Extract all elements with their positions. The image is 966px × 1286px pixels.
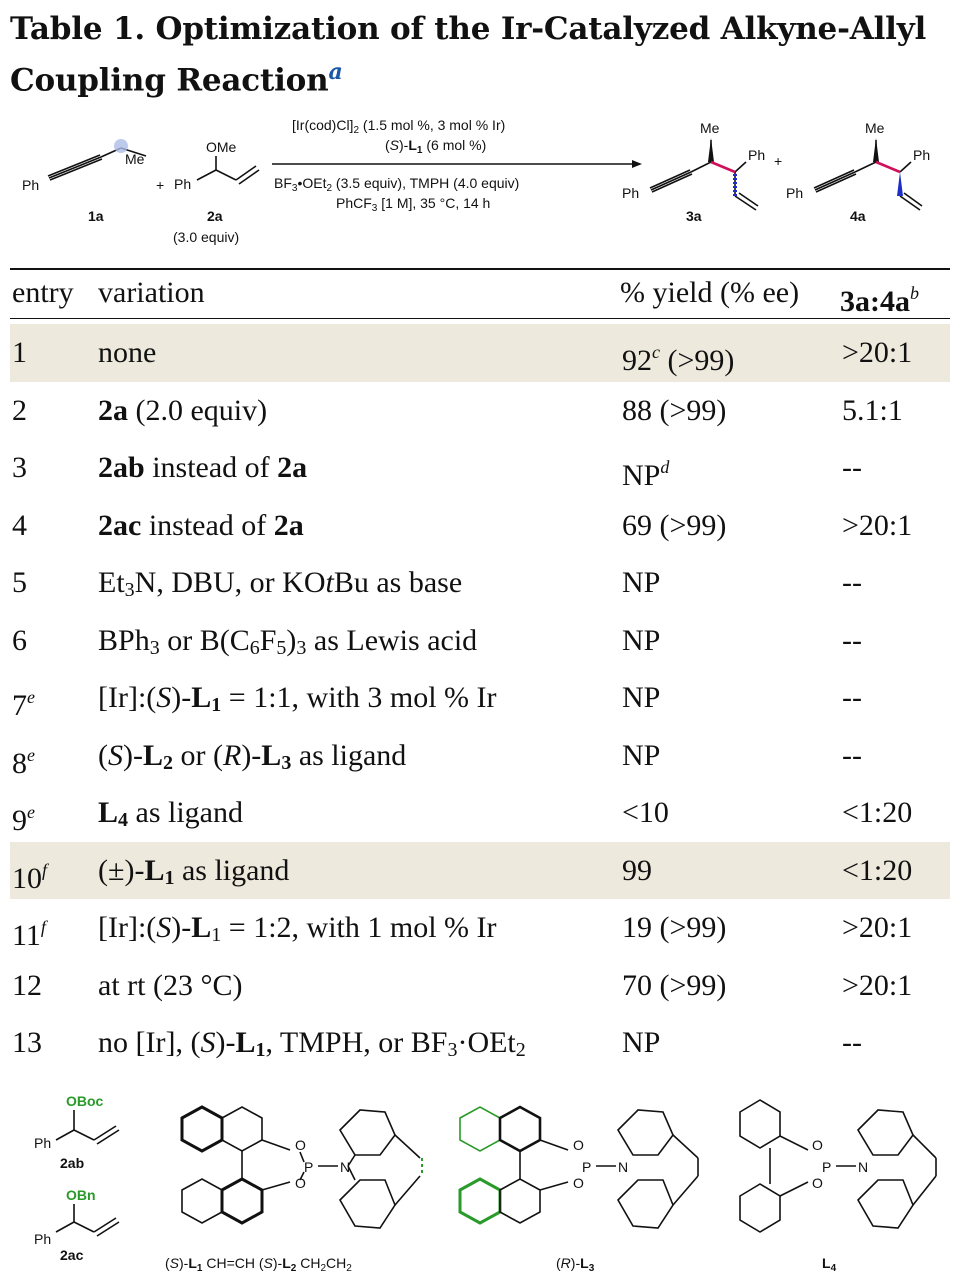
ligand-L1-L2 xyxy=(182,1107,420,1228)
l1-n: N xyxy=(340,1159,351,1175)
table-row xyxy=(10,957,950,1015)
table-row xyxy=(10,899,950,957)
cell-entry: 8e xyxy=(12,744,35,780)
cell-entry: 2 xyxy=(12,393,27,427)
cell-entry: 13 xyxy=(12,1026,42,1059)
cell-ratio: <1:20 xyxy=(842,796,913,829)
label-2ac: 2ac xyxy=(60,1247,84,1263)
table-header-rule xyxy=(10,318,950,319)
cell-entry: 1 xyxy=(12,336,27,369)
label-4a: 4a xyxy=(850,208,866,224)
table-row xyxy=(10,842,950,900)
title-footnote-mark: a xyxy=(328,59,343,85)
label-1a: 1a xyxy=(88,208,104,224)
table-title xyxy=(10,8,950,102)
cell-yield: <10 xyxy=(622,796,669,829)
2a-equiv: (3.0 equiv) xyxy=(173,229,240,245)
l4-n: N xyxy=(858,1159,869,1175)
ligand-L3 xyxy=(460,1107,698,1228)
l4-o-top: O xyxy=(812,1137,823,1153)
header-yield: % yield (% ee) xyxy=(620,276,800,309)
cell-yield: NP xyxy=(622,738,661,772)
table-row xyxy=(10,784,950,842)
cell-ratio: -- xyxy=(842,566,862,599)
cell-yield: 69 (>99) xyxy=(622,508,727,542)
caption-L3: $(R)-L_3$ xyxy=(556,1255,595,1274)
cell-yield: $NP^d$ xyxy=(622,457,670,492)
cell-entry: 10$^f$ xyxy=(12,859,48,895)
cell-variation: L4 as ligand xyxy=(98,796,243,831)
3a-wedge xyxy=(708,138,714,162)
cell-variation: no [Ir], (S)-L1, TMPH, or BF3·OEt2 xyxy=(98,1026,526,1061)
l4-o-bottom: O xyxy=(812,1175,823,1191)
l1-o-top: O xyxy=(295,1137,306,1153)
ligand-L4 xyxy=(740,1100,936,1232)
reaction-arrow-head xyxy=(632,160,642,168)
structures-panel xyxy=(0,1080,966,1286)
2a-ome-label: OMe xyxy=(206,139,237,155)
condition-line-3: $BF_3•OEt_2$ (3.5 equiv), TMPH (4.0 equiv) xyxy=(274,175,520,194)
cell-ratio: 5.1:1 xyxy=(842,393,903,427)
cell-ratio: -- xyxy=(842,451,862,484)
cell-yield: NP xyxy=(622,623,661,657)
2a-ph-label: Ph xyxy=(174,176,192,192)
cell-variation: BPh3 or B(C6F5)3 as Lewis acid xyxy=(98,623,478,659)
cell-yield: 19 (>99) xyxy=(622,911,727,944)
label-2a: 2a xyxy=(207,208,223,224)
plus-sign-1: + xyxy=(156,177,165,193)
cell-entry: 5 xyxy=(12,566,27,599)
cell-variation: 2a (2.0 equiv) xyxy=(98,393,268,427)
cell-variation: [Ir]:(S)-L1 = 1:1, with 3 mol % Ir xyxy=(98,681,497,716)
l3-n: N xyxy=(618,1159,629,1175)
3a-red-bond xyxy=(711,162,735,172)
4a-me-label: Me xyxy=(865,120,885,136)
cell-ratio: -- xyxy=(842,681,862,714)
condition-line-1: $[Ir(cod)Cl]_2$ (1.5 mol %, 3 mol % Ir) xyxy=(292,117,506,136)
cell-variation: (±)-L1 as ligand xyxy=(98,853,290,889)
4a-blue-wedge xyxy=(897,172,903,196)
header-ratio: $3a:4a^b$ xyxy=(840,283,919,318)
table-row xyxy=(10,497,950,555)
title-line-2: Coupling Reaction$^a$ xyxy=(10,59,343,99)
cell-yield: 92$^c$ (>99) xyxy=(622,342,735,377)
compound-2a xyxy=(197,156,259,184)
cell-entry: 7e xyxy=(12,687,35,722)
oboc-label: OBoc xyxy=(66,1093,104,1109)
cell-ratio: -- xyxy=(842,738,862,772)
cell-entry: 11$^f$ xyxy=(12,917,46,952)
cell-ratio: >20:1 xyxy=(842,336,913,369)
label-3a: 3a xyxy=(686,208,702,224)
4a-ph-label: Ph xyxy=(913,147,931,163)
table-row xyxy=(10,1014,950,1072)
obn-label: OBn xyxy=(66,1187,96,1203)
cell-entry: 3 xyxy=(12,451,27,484)
table-row xyxy=(10,324,950,382)
header-variation: variation xyxy=(98,276,205,309)
cell-variation: 2ab instead of 2a xyxy=(98,451,308,484)
1a-me-label: Me xyxy=(125,151,145,167)
2ab-ph-label: Ph xyxy=(34,1135,52,1151)
label-2ab: 2ab xyxy=(60,1155,85,1171)
table-row xyxy=(10,669,950,727)
cell-yield: NP xyxy=(622,1026,661,1059)
table-row xyxy=(10,612,950,670)
compound-3a xyxy=(650,140,758,210)
cell-yield: 70 (>99) xyxy=(622,968,727,1002)
cell-variation: none xyxy=(98,336,157,369)
header-entry: entry xyxy=(12,276,74,309)
cell-yield: NP xyxy=(622,566,661,599)
cell-entry: 6 xyxy=(12,623,27,657)
cell-yield: 88 (>99) xyxy=(622,393,727,427)
table-row xyxy=(10,382,950,440)
caption-L1-L2: $(S)-L_1$ CH=CH $(S)-L_2$ $CH_2CH_2$ xyxy=(165,1255,352,1274)
cell-variation: at rt (23 °C) xyxy=(98,968,243,1002)
l4-p: P xyxy=(822,1159,832,1175)
caption-L4: $L_4$ xyxy=(822,1255,837,1274)
3a-ph-label: Ph xyxy=(748,147,766,163)
3a-ph2-label: Ph xyxy=(622,185,640,201)
cell-variation: (S)-L2 or (R)-L3 as ligand xyxy=(98,738,407,774)
reaction-scheme xyxy=(0,108,966,266)
cell-ratio: >20:1 xyxy=(842,508,913,542)
title-line-1: Table 1. Optimization of the Ir-Catalyzed Alkyne-Allyl xyxy=(10,11,927,47)
l3-p: P xyxy=(582,1159,592,1175)
cell-ratio: <1:20 xyxy=(842,853,913,887)
cell-yield: NP xyxy=(622,681,661,714)
l3-o-bottom: O xyxy=(573,1175,584,1191)
table-row xyxy=(10,727,950,785)
compound-2ab xyxy=(56,1110,119,1144)
cell-variation: 2ac instead of 2a xyxy=(98,508,304,542)
plus-sign-2: + xyxy=(774,153,783,169)
3a-me-label: Me xyxy=(700,120,720,136)
l1-p: P xyxy=(304,1159,314,1175)
compound-2ac xyxy=(56,1204,119,1236)
condition-line-4: PhCF$_3$ [1 M], 35 °C, 14 h xyxy=(336,195,491,214)
cell-ratio: -- xyxy=(842,623,862,657)
cell-entry: 4 xyxy=(12,508,27,542)
cell-ratio: >20:1 xyxy=(842,911,913,944)
1a-ph-label: Ph xyxy=(22,177,40,193)
4a-wedge xyxy=(873,138,879,162)
cell-ratio: >20:1 xyxy=(842,968,913,1002)
2ac-ph-label: Ph xyxy=(34,1231,52,1247)
4a-red-bond xyxy=(876,162,900,172)
compound-4a xyxy=(814,140,922,210)
l1-o-bottom: O xyxy=(295,1175,306,1191)
cell-yield: 99 xyxy=(622,853,652,887)
table-row xyxy=(10,554,950,612)
condition-line-2: $(S)-L_1$ (6 mol %) xyxy=(385,137,487,156)
cell-variation: [Ir]:(S)-L1 = 1:2, with 1 mol % Ir xyxy=(98,911,497,946)
l3-o-top: O xyxy=(573,1137,584,1153)
cell-entry: 12 xyxy=(12,968,42,1002)
4a-ph2-label: Ph xyxy=(786,185,804,201)
cell-variation: Et3N, DBU, or KOtBu as base xyxy=(98,566,463,601)
cell-entry: 9e xyxy=(12,802,35,837)
cell-ratio: -- xyxy=(842,1026,862,1059)
table-row xyxy=(10,439,950,497)
